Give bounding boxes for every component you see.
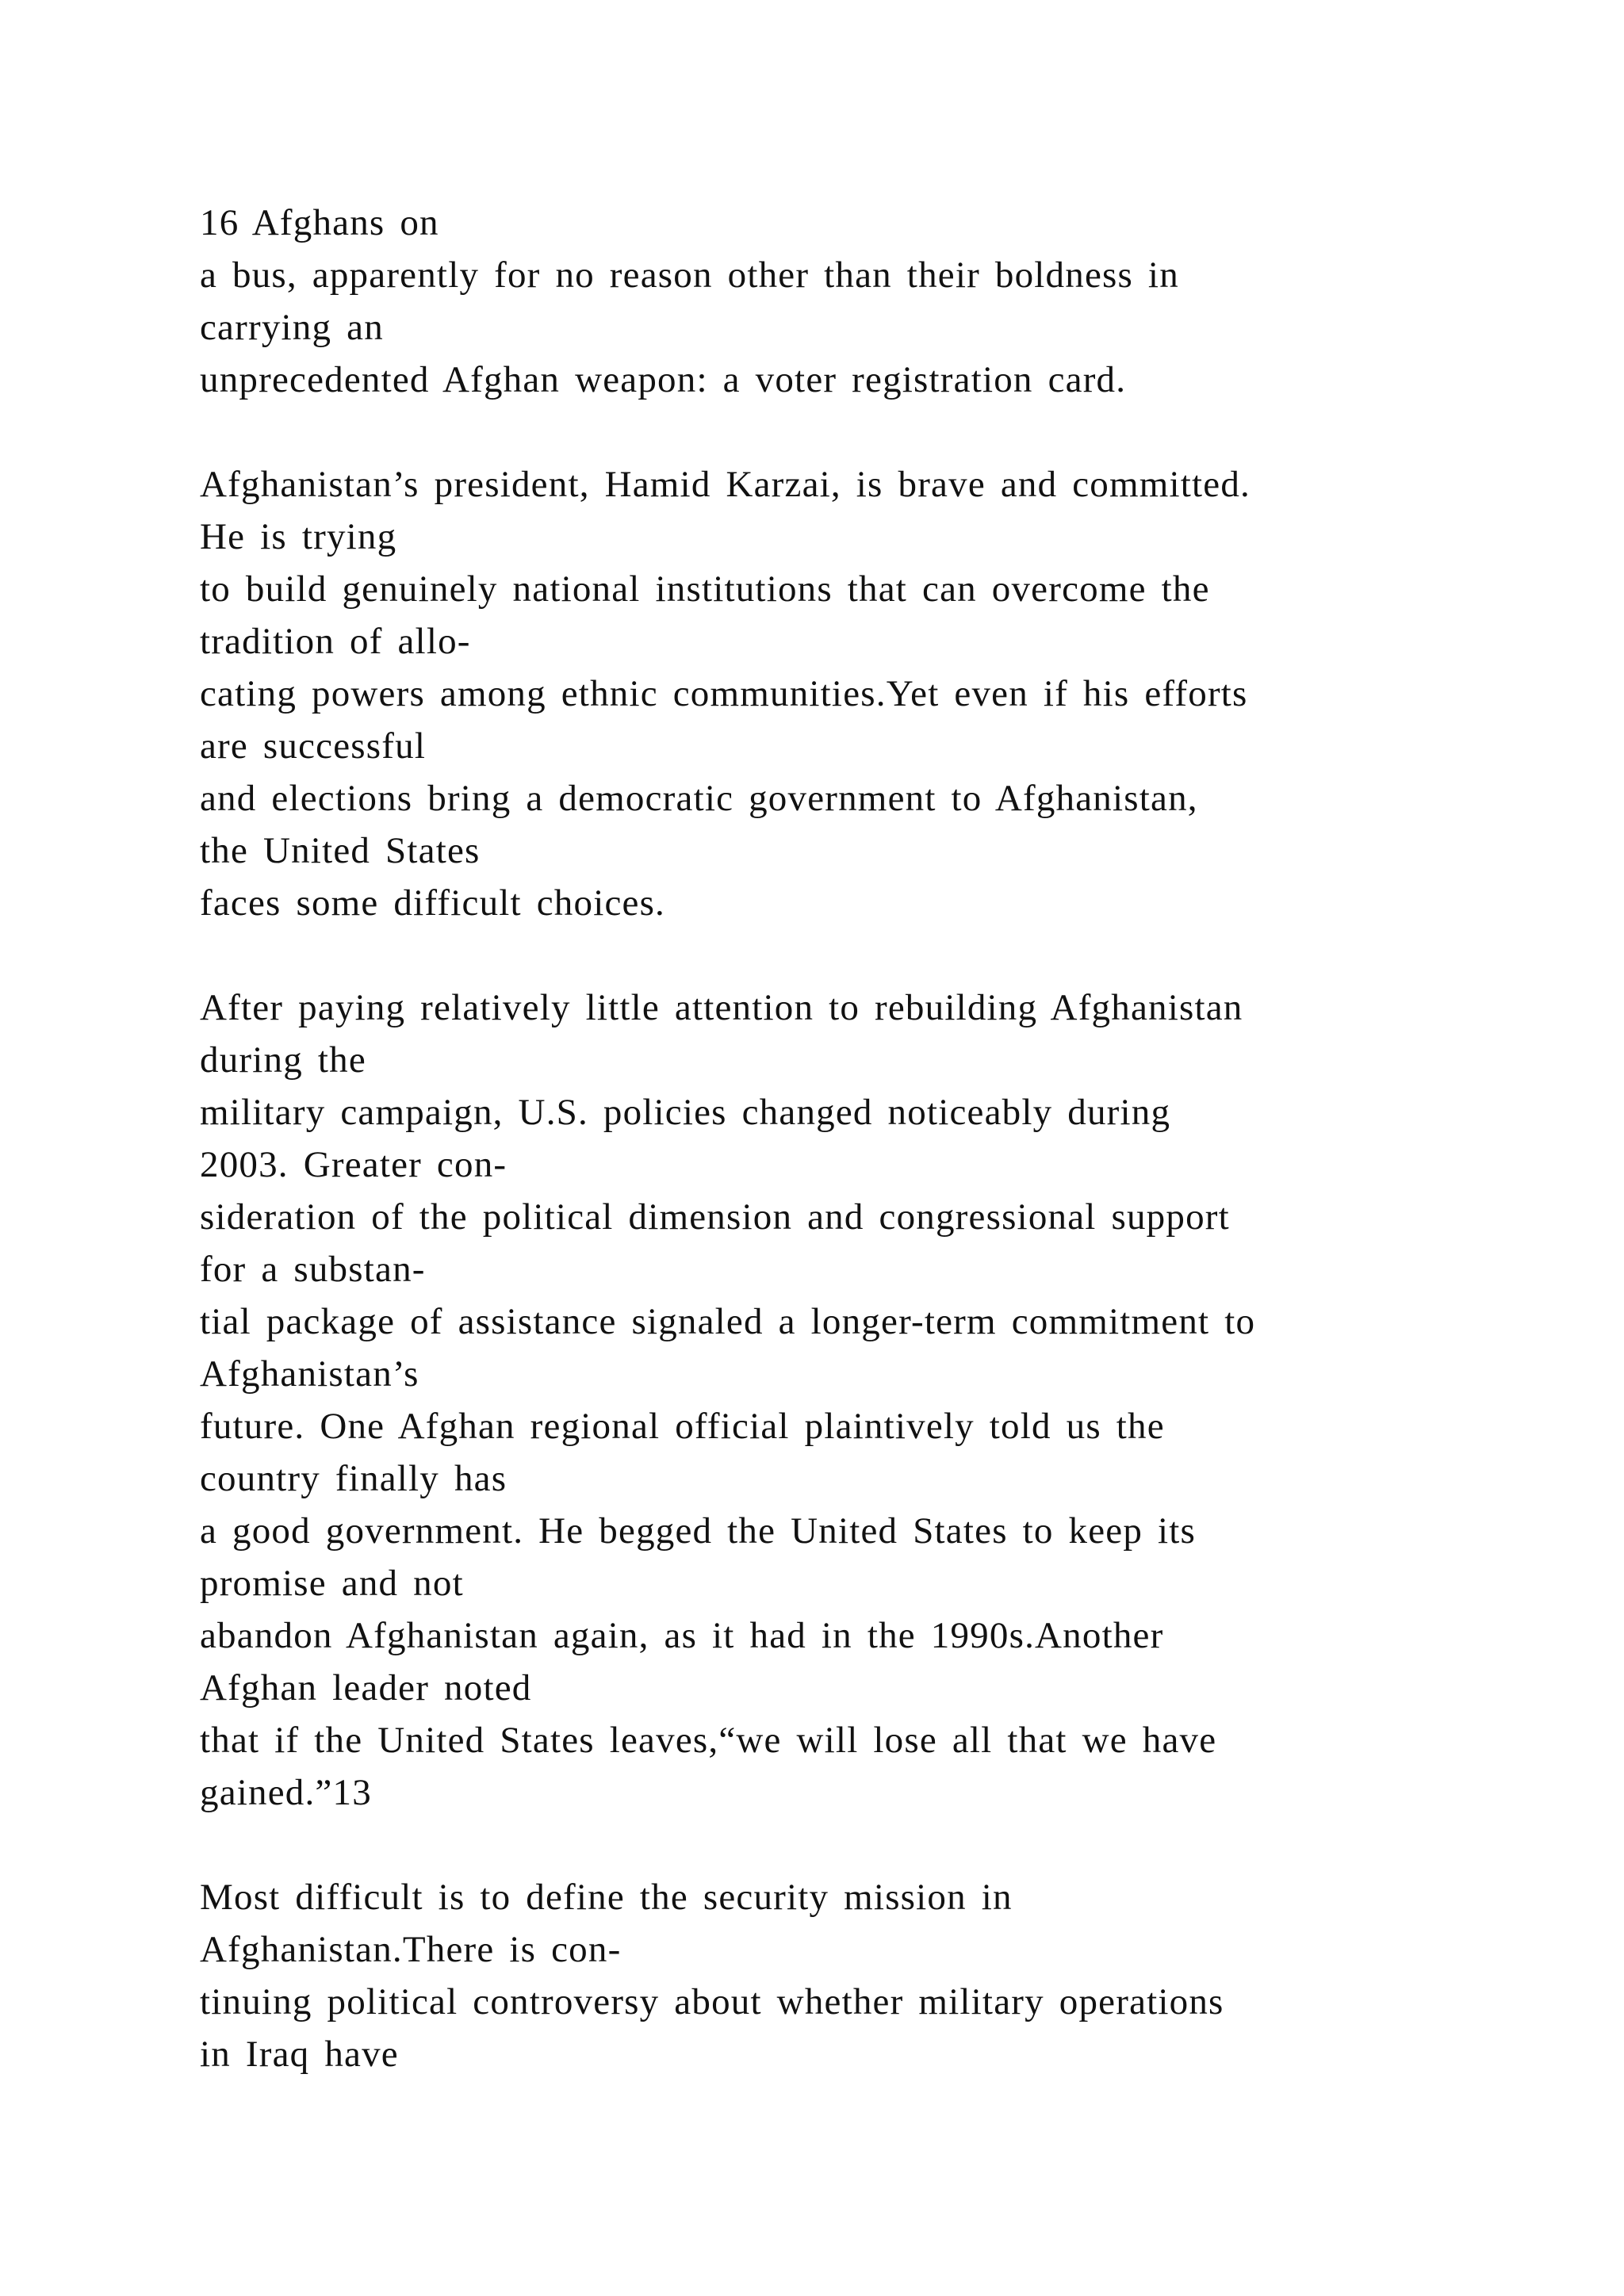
text-line: He is trying [200, 516, 397, 557]
text-line: and elections bring a democratic government to Afghanistan, [200, 778, 1198, 819]
text-line: during the [200, 1039, 366, 1081]
text-line: a bus, apparently for no reason other than their boldness in [200, 254, 1179, 296]
text-line: a good government. He begged the United States to keep its [200, 1510, 1197, 1552]
text-line: abandon Afghanistan again, as it had in the 1990s.Another [200, 1615, 1164, 1656]
text-line: in Iraq have [200, 2034, 399, 2075]
text-line: carrying an [200, 307, 384, 348]
text-line: military campaign, U.S. policies changed noticeably during [200, 1092, 1171, 1133]
text-line: Afghan leader noted [200, 1667, 532, 1709]
text-line: cating powers among ethnic communities.Yet even if his efforts [200, 673, 1248, 714]
text-line: 16 Afghans on [200, 202, 439, 243]
text-line: faces some difficult choices. [200, 882, 666, 924]
text-line: that if the United States leaves,“we will lose all that we have [200, 1720, 1217, 1761]
text-line: sideration of the political dimension and congressional support [200, 1196, 1230, 1238]
paragraph-2 [200, 458, 1484, 929]
paragraph-3 [200, 982, 1484, 1819]
text-line: Afghanistan.There is con- [200, 1929, 622, 1970]
text-line: tial package of assistance signaled a longer-term commitment to [200, 1301, 1256, 1342]
text-line: the United States [200, 830, 481, 871]
text-line: unprecedented Afghan weapon: a voter registration card. [200, 359, 1127, 400]
text-line: Afghanistan’s [200, 1353, 419, 1395]
text-line: are successful [200, 725, 427, 767]
text-line: promise and not [200, 1563, 464, 1604]
text-line: tinuing political controversy about whether military operations [200, 1981, 1224, 2022]
text-line: tradition of allo- [200, 621, 471, 662]
text-line: for a substan- [200, 1249, 426, 1290]
document-body [200, 197, 1484, 2133]
text-line: to build genuinely national institutions that can overcome the [200, 568, 1210, 610]
text-line: 2003. Greater con- [200, 1144, 508, 1185]
text-line: After paying relatively little attention to rebuilding Afghanistan [200, 987, 1243, 1028]
text-line: future. One Afghan regional official plaintively told us the [200, 1406, 1165, 1447]
text-line: Most difficult is to define the security mission in [200, 1877, 1013, 1918]
text-line: country finally has [200, 1458, 508, 1499]
paragraph-4 [200, 1871, 1484, 2080]
text-line: gained.”13 [200, 1772, 372, 1813]
text-line: Afghanistan’s president, Hamid Karzai, is brave and committed. [200, 464, 1251, 505]
paragraph-1 [200, 197, 1484, 406]
